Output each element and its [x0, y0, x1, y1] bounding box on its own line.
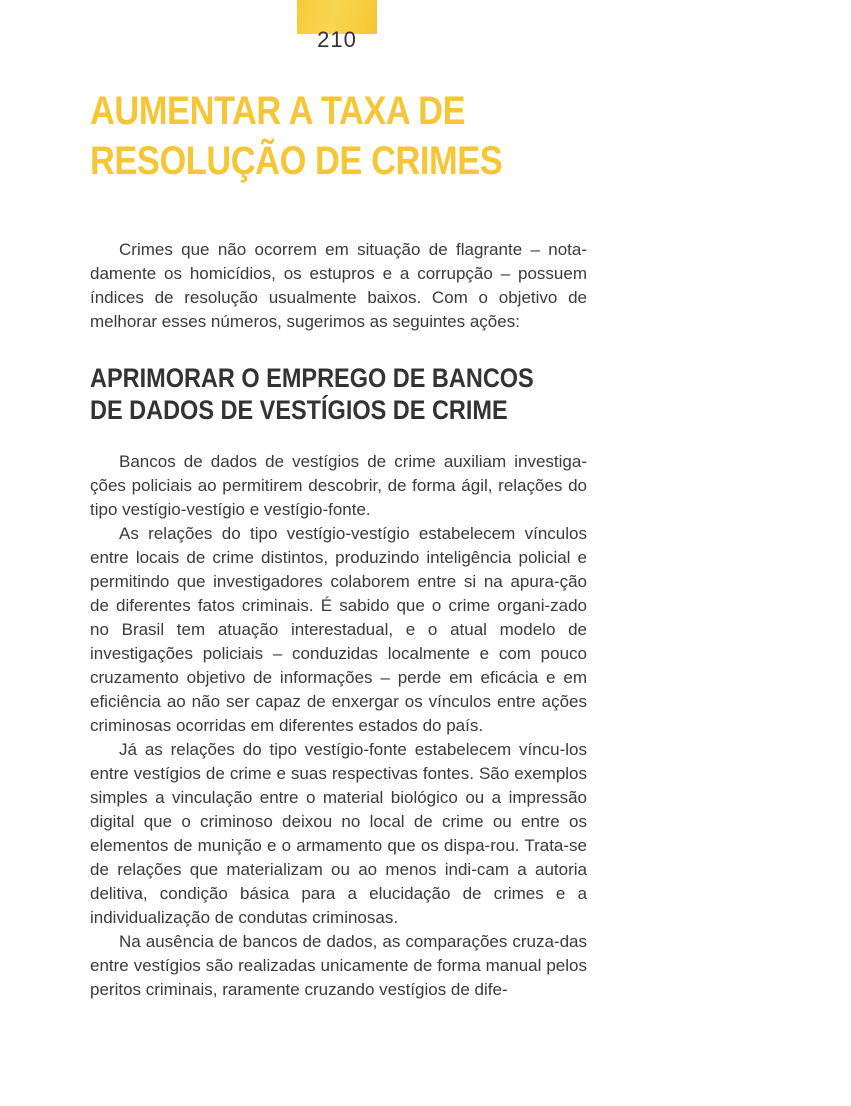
section-heading-line-1: APRIMORAR O EMPREGO DE BANCOS — [90, 363, 534, 393]
chapter-title-line-1: AUMENTAR A TAXA DE — [90, 89, 466, 133]
chapter-title-line-2: RESOLUÇÃO DE CRIMES — [90, 139, 503, 183]
paragraph: Na ausência de bancos de dados, as comparações cruza-das entre vestígios são realizadas unicamente de forma manual pelos peritos criminais, raramente cruzando vestígios de dife- — [90, 932, 587, 999]
paragraph: Bancos de dados de vestígios de crime auxiliam investiga-ções policiais ao permitirem descobrir, de forma ágil, relações do tipo vestígio-vestígio e vestígio-fonte. — [90, 452, 587, 519]
section-body — [90, 450, 587, 1002]
section-heading — [90, 362, 577, 426]
intro-text — [90, 238, 587, 334]
section-heading-line-2: DE DADOS DE VESTÍGIOS DE CRIME — [90, 395, 508, 425]
page-number: 210 — [317, 27, 357, 52]
paragraph: Já as relações do tipo vestígio-fonte estabelecem víncu-los entre vestígios de crime e suas respectivas fontes. São exemplos simples a vinculação entre o material biológico ou a impressão digital que o criminoso deixou no local de crime ou entre os elementos de munição e o armamento que os dispa-rou. Trata-se de relações que materializam ou ao menos indi-cam a autoria delitiva, condição básica para a elucidação de crimes e a individualização de condutas criminosas. — [90, 740, 587, 927]
paragraph: As relações do tipo vestígio-vestígio estabelecem vínculos entre locais de crime distintos, produzindo inteligência policial e permitindo que investigadores colaborem entre si na apura-ção de diferentes fatos criminais. É sabido que o crime organi-zado no Brasil tem atuação interestadual, e o atual modelo de investigações policiais – conduzidas localmente e com pouco cruzamento objetivo de informações – perde em eficácia e em eficiência ao não ser capaz de enxergar os vínculos entre ações criminosas ocorridas em diferentes estados do país. — [90, 524, 587, 735]
chapter-title — [90, 86, 572, 186]
intro-paragraph: Crimes que não ocorrem em situação de flagrante – nota-damente os homicídios, os estupros e a corrupção – possuem índices de resolução usualmente baixos. Com o objetivo de melhorar esses números, sugerimos as seguintes ações: — [90, 240, 587, 331]
